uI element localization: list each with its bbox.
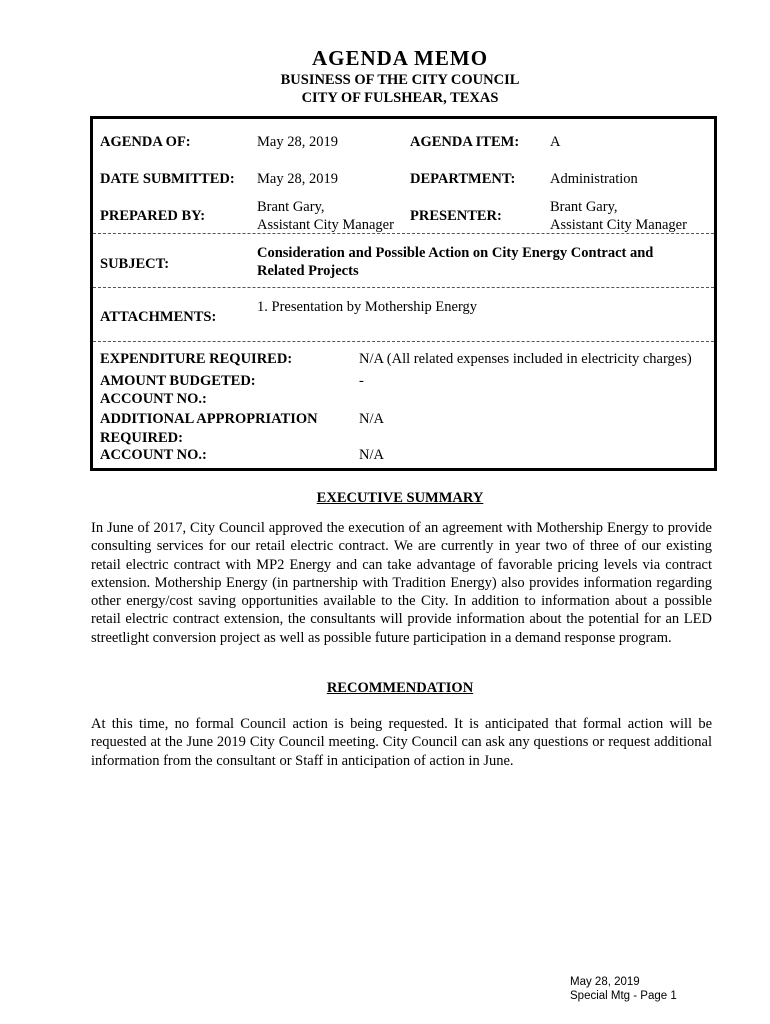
amount-budgeted-value: - xyxy=(359,373,364,389)
department-value: Administration xyxy=(550,171,638,187)
agenda-info-box xyxy=(90,116,717,471)
expenditure-required-label: EXPENDITURE REQUIRED: xyxy=(100,351,293,367)
presenter-title: Assistant City Manager xyxy=(550,217,687,233)
footer-date: May 28, 2019 xyxy=(570,976,640,988)
agenda-of-value: May 28, 2019 xyxy=(257,134,338,150)
footer-page: Special Mtg - Page 1 xyxy=(570,990,677,1002)
executive-summary-heading-text: EXECUTIVE SUMMARY xyxy=(316,490,484,506)
presenter-name: Brant Gary, xyxy=(550,199,618,215)
recommendation-heading xyxy=(0,680,770,697)
expenditure-required-value: N/A (All related expenses included in electricity charges) xyxy=(359,351,692,367)
attachments-label: ATTACHMENTS: xyxy=(100,309,217,325)
memo-subtitle-council: BUSINESS OF THE CITY COUNCIL xyxy=(280,72,520,88)
recommendation-heading-text: RECOMMENDATION xyxy=(326,680,474,696)
divider-after-attachments xyxy=(93,341,714,342)
additional-appropriation-value: N/A xyxy=(359,411,384,427)
subject-line-1: Consideration and Possible Action on City Energy Contract and xyxy=(257,245,654,261)
account-no-label-2: ACCOUNT NO.: xyxy=(100,447,207,463)
divider-after-subject xyxy=(93,287,714,288)
subject-label: SUBJECT: xyxy=(100,256,170,272)
presenter-label: PRESENTER: xyxy=(410,208,502,224)
additional-appropriation-label: ADDITIONAL APPROPRIATION xyxy=(100,411,318,427)
executive-summary-text: In June of 2017, City Council approved the execution of an agreement with Mothership Energy to provide consulting services for our retail electric contract. We are currently in year two of three of our existing retail electric contract with MP2 Energy and can take advantage of favorable pricing levels via contract extension. Mothership Energy (in partnership with Tradition Energy) also provides information regarding other energy/cost saving opportunities available to the City. In addition to information about a possible retail electric contract extension, the consultants will provide information about the potential for an LED streetlight conversion project as well as possible future participation in a demand response program. xyxy=(91,520,712,646)
memo-subtitle-city: CITY OF FULSHEAR, TEXAS xyxy=(301,90,499,106)
executive-summary-heading xyxy=(0,490,770,507)
account-no-label-1: ACCOUNT NO.: xyxy=(100,391,207,407)
agenda-item-value: A xyxy=(550,134,561,150)
prepared-by-label: PREPARED BY: xyxy=(100,208,206,224)
department-label: DEPARTMENT: xyxy=(410,171,516,187)
agenda-of-label: AGENDA OF: xyxy=(100,134,191,150)
attachment-item-1: 1. Presentation by Mothership Energy xyxy=(257,299,478,315)
subject-line-2: Related Projects xyxy=(257,263,359,279)
divider-after-prepared xyxy=(93,233,714,234)
required-label: REQUIRED: xyxy=(100,430,183,446)
prepared-by-title: Assistant City Manager xyxy=(257,217,394,233)
recommendation-text: At this time, no formal Council action is being requested. It is anticipated that formal action will be requested at the June 2019 City Council meeting. City Council can ask any questions or request additional information from the consultant or Staff in anticipation of action in June. xyxy=(91,716,712,769)
amount-budgeted-label: AMOUNT BUDGETED: xyxy=(100,373,256,389)
prepared-by-name: Brant Gary, xyxy=(257,199,325,215)
account-no-value-2: N/A xyxy=(359,447,384,463)
date-submitted-value: May 28, 2019 xyxy=(257,171,338,187)
memo-title: AGENDA MEMO xyxy=(311,46,489,70)
agenda-item-label: AGENDA ITEM: xyxy=(410,134,520,150)
date-submitted-label: DATE SUBMITTED: xyxy=(100,171,235,187)
